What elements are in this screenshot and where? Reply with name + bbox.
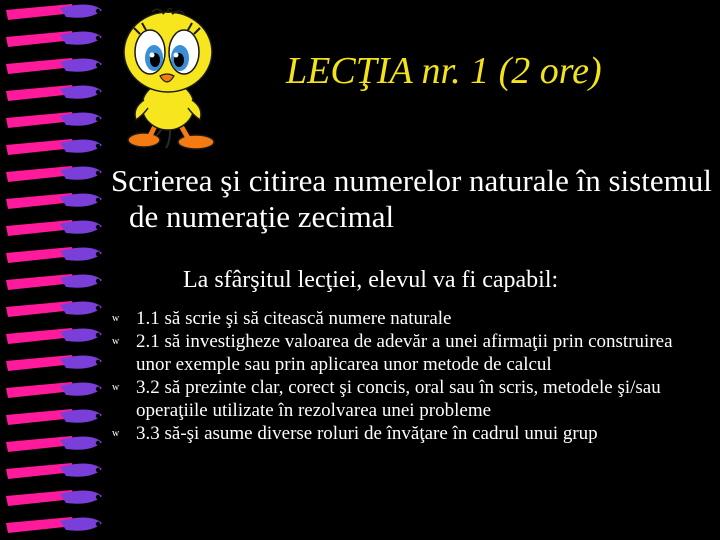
objective-item bbox=[112, 330, 697, 376]
objective-text: 2.1 să investigheze valoarea de adevăr a unei afirmaţii prin construirea unor exemple sau prin aplicarea unor metode de calcul bbox=[136, 331, 673, 375]
bullet-icon: w bbox=[112, 428, 120, 439]
objectives-list bbox=[112, 307, 697, 445]
bullet-icon: w bbox=[112, 382, 120, 393]
bullet-icon: w bbox=[112, 313, 120, 324]
yellow-bird-cartoon-icon bbox=[100, 8, 242, 154]
objective-text: 1.1 să scrie şi să citească numere naturale bbox=[136, 308, 452, 329]
objective-item bbox=[112, 307, 697, 330]
objective-item bbox=[112, 376, 697, 422]
slide-title: LECŢIA nr. 1 (2 ore) bbox=[286, 50, 602, 92]
bullet-icon: w bbox=[112, 336, 120, 347]
spiral-binding-icon bbox=[0, 0, 110, 540]
lesson-heading: Scrierea şi citirea numerelor naturale în sistemul de numeraţie zecimal bbox=[111, 163, 712, 234]
objective-text: 3.2 să prezinte clar, corect şi concis, oral sau în scris, metodele şi/sau operaţiile utilizate în rezolvarea unei probleme bbox=[136, 377, 661, 421]
objective-item bbox=[112, 422, 697, 445]
objective-text: 3.3 să-şi asume diverse roluri de învăţare în cadrul unui grup bbox=[136, 423, 598, 444]
objectives-intro: La sfârşitul lecţiei, elevul va fi capabil: bbox=[183, 267, 559, 293]
